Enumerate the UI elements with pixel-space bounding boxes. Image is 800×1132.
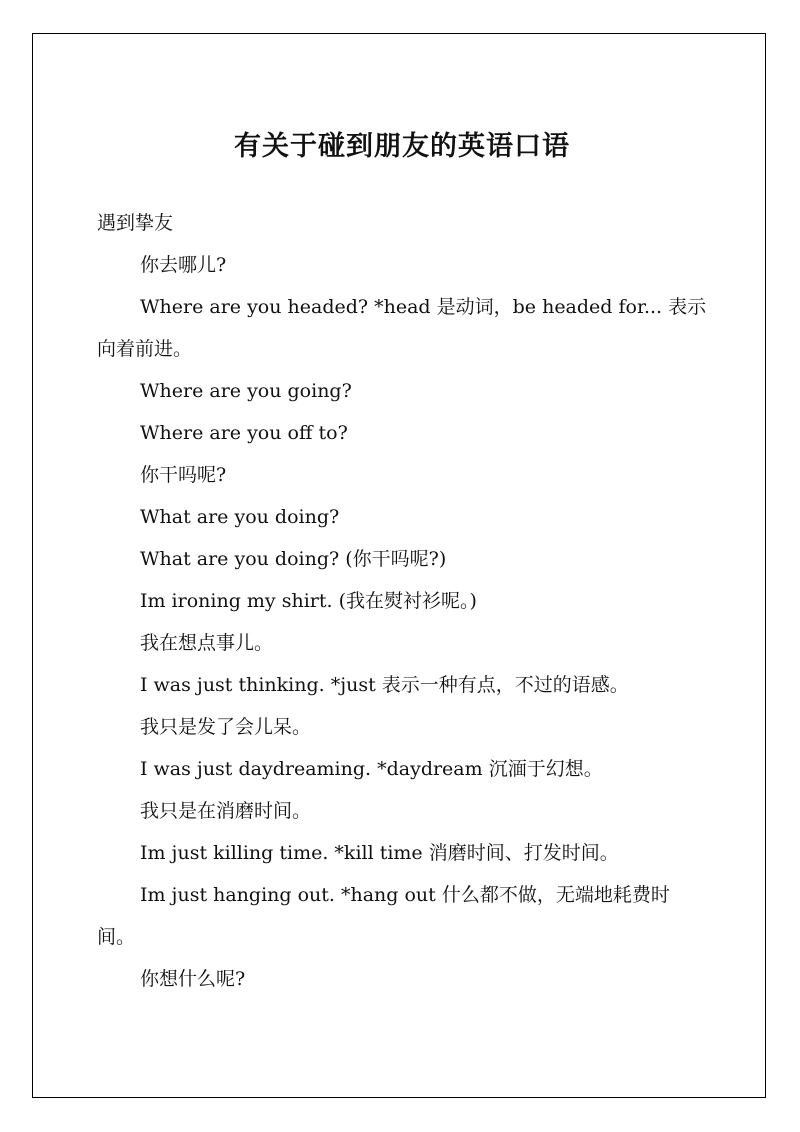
paragraph: 我在想点事儿。 — [140, 632, 274, 654]
paragraph: 我只是发了会儿呆。 — [140, 716, 312, 738]
paragraph: Im just killing time. *kill time 消磨时间、打发时间。 — [140, 842, 619, 864]
paragraph: What are you doing? (你干吗呢?) — [140, 548, 447, 570]
paragraph: Where are you off to? — [140, 422, 348, 444]
paragraph: Where are you going? — [140, 380, 352, 402]
section-heading: 遇到挚友 — [97, 212, 174, 234]
paragraph: What are you doing? — [140, 506, 340, 528]
paragraph: I was just thinking. *just 表示一种有点，不过的语感。 — [140, 674, 629, 696]
paragraph: Im just hanging out. *hang out 什么都不做，无端地耗费时间。 — [97, 884, 670, 948]
paragraph: 你干吗呢? — [140, 464, 227, 486]
paragraph: Where are you headed? *head 是动词，be headed for... 表示向着前进。 — [97, 296, 707, 360]
document-body — [97, 122, 707, 1000]
document-title: 有关于碰到朋友的英语口语 — [234, 131, 570, 162]
paragraph: 你想什么呢? — [140, 968, 246, 990]
paragraph: 你去哪儿? — [140, 254, 227, 276]
paragraph: Im ironing my shirt. (我在熨衬衫呢。) — [140, 590, 477, 612]
paragraph: I was just daydreaming. *daydream 沉湎于幻想。 — [140, 758, 603, 780]
paragraph: 我只是在消磨时间。 — [140, 800, 312, 822]
